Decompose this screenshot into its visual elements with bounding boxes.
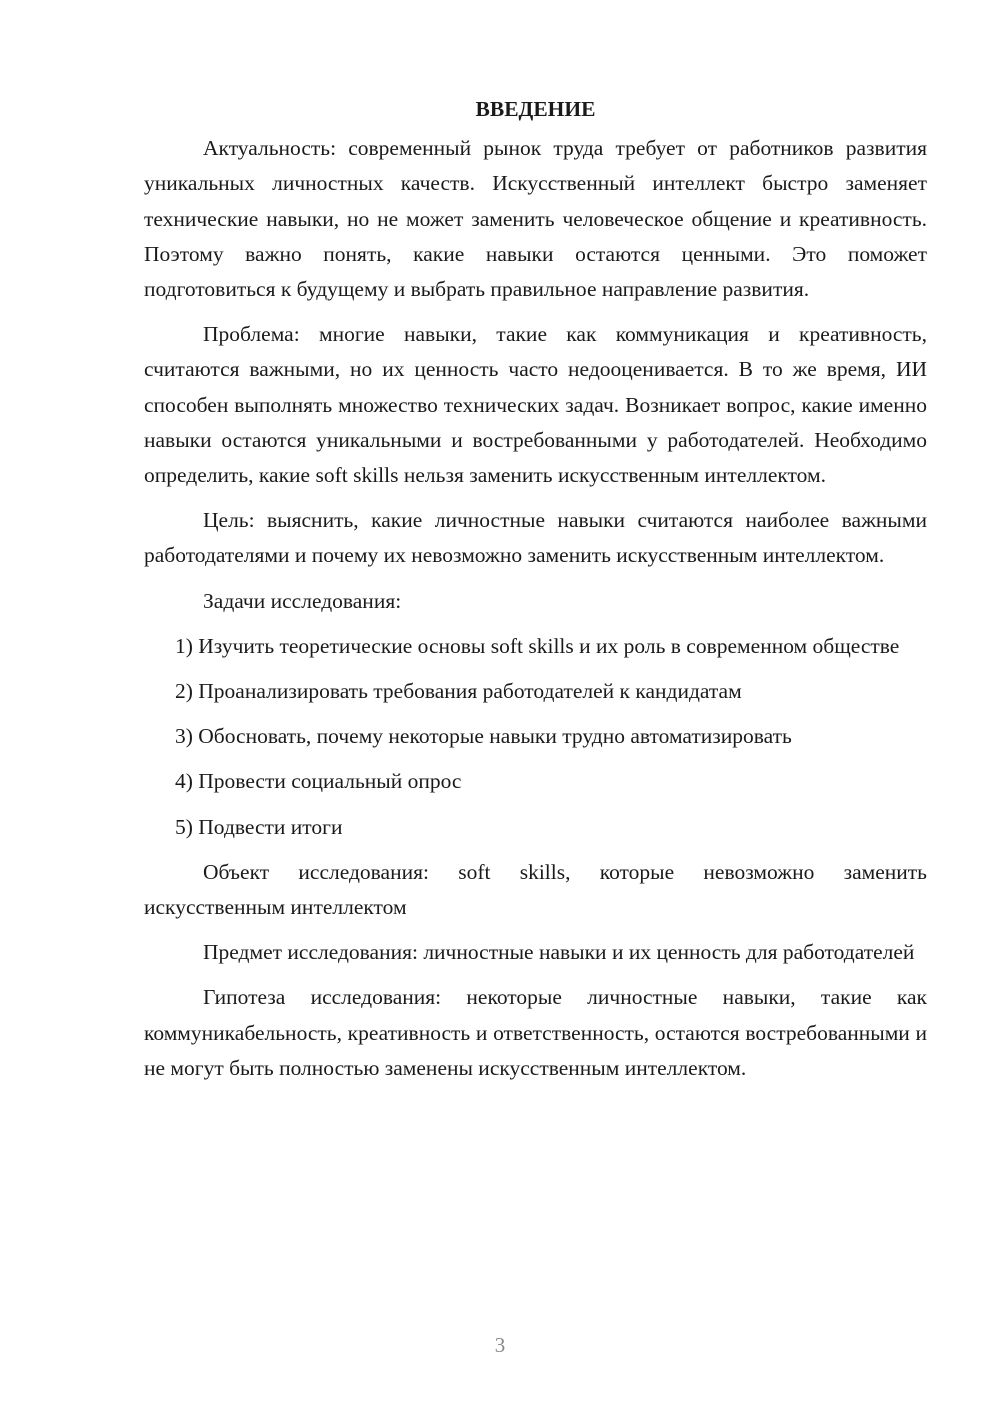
page-number: 3	[494, 1333, 506, 1357]
task-item-3: 3) Обосновать, почему некоторые навыки трудно автоматизировать	[175, 724, 792, 749]
task-item-5: 5) Подвести итоги	[175, 814, 343, 839]
tasks-heading: Задачи исследования:	[203, 588, 402, 613]
task-item-2: 2) Проанализировать требования работодателей к кандидатам	[175, 679, 742, 704]
hypothesis-paragraph: Гипотеза исследования: некоторые личностные навыки, такие как коммуникабельность, креативность и ответственность, остаются востребованными и не могут быть полностью заменены искусственным интеллектом.	[144, 985, 927, 1080]
relevance-paragraph: Актуальность: современный рынок труда требует от работников развития уникальных личностных качеств. Искусственный интеллект быстро заменяет технические навыки, но не может заменить человеческое общение и креативность. Поэтому важно понять, какие навыки остаются ценными. Это поможет подготовиться к будущему и выбрать правильное направление развития.	[144, 136, 927, 302]
task-item-4: 4) Провести социальный опрос	[175, 769, 462, 794]
problem-paragraph: Проблема: многие навыки, такие как коммуникация и креативность, считаются важными, но их ценность часто недооценивается. В то же время, ИИ способен выполнять множество технических задач. Возникает вопрос, какие именно навыки остаются уникальными и востребованными у работодателей. Необходимо определить, какие soft skills нельзя заменить искусственным интеллектом.	[144, 322, 927, 488]
subject-paragraph: Предмет исследования: личностные навыки и их ценность для работодателей	[203, 940, 915, 965]
section-title: ВВЕДЕНИЕ	[475, 97, 596, 121]
document-page	[144, 92, 927, 1096]
object-paragraph: Объект исследования: soft skills, которые невозможно заменить искусственным интеллектом	[144, 859, 927, 920]
task-item-1: 1) Изучить теоретические основы soft skills и их роль в современном обществе	[175, 633, 900, 658]
goal-paragraph: Цель: выяснить, какие личностные навыки считаются наиболее важными работодателями и почему их невозможно заменить искусственным интеллектом.	[144, 508, 927, 568]
